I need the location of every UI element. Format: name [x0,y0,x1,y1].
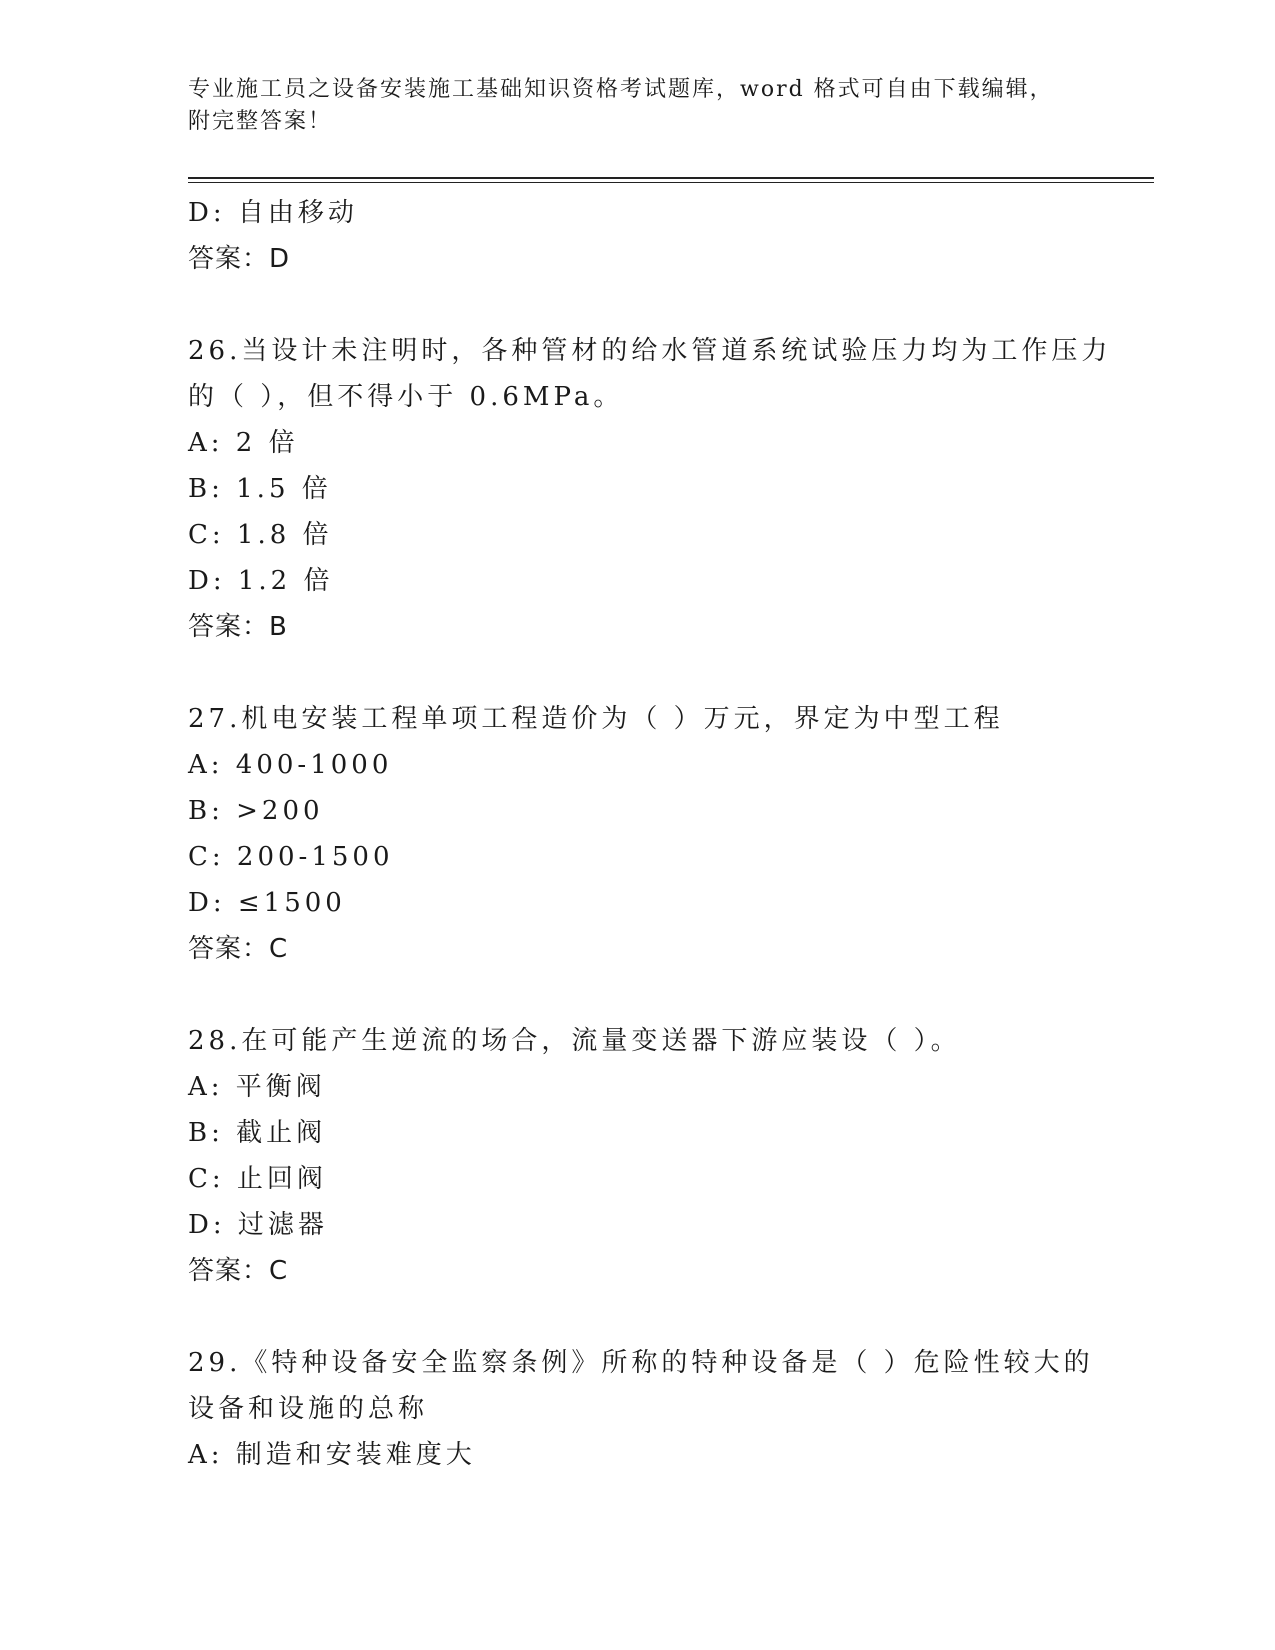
header-rule-thin [188,182,1154,183]
option-b: B: >200 [188,796,324,826]
question-text: 26.当设计未注明时，各种管材的给水管道系统试验压力均为工作压力 [188,336,1112,366]
option-c: C: 200-1500 [188,842,394,872]
question-28 [188,1018,1128,1294]
option-d: D: 过滤器 [188,1210,328,1240]
header-line-1: 专业施工员之设备安装施工基础知识资格考试题库，word 格式可自由下载编辑， [188,77,1054,102]
question-text: 29.《特种设备安全监察条例》所称的特种设备是（ ）危险性较大的 [188,1348,1094,1378]
spacer [188,282,1128,328]
question-text-continued: 设备和设施的总称 [188,1394,429,1424]
header-rule-thick [188,177,1154,179]
question-text: 27.机电安装工程单项工程造价为（ ）万元，界定为中型工程 [188,704,1004,734]
answer-line: 答案：D [188,244,291,274]
spacer [188,650,1128,696]
question-26 [188,328,1128,650]
option-a: A: 平衡阀 [188,1072,326,1102]
document-header [188,74,1088,138]
option-a: A: 400-1000 [188,750,393,780]
option-b: B: 截止阀 [188,1118,327,1148]
option-b: B: 1.5 倍 [188,474,332,504]
option-d: D: 自由移动 [188,198,358,228]
question-27 [188,696,1128,972]
question-29 [188,1340,1128,1478]
option-a: A: 2 倍 [188,428,299,458]
option-a: A: 制造和安装难度大 [188,1440,476,1470]
header-line-2: 附完整答案！ [188,109,333,134]
option-d: D: 1.2 倍 [188,566,334,596]
answer-line: 答案：C [188,1256,289,1286]
option-d: D: ≤1500 [188,888,346,918]
option-c: C: 1.8 倍 [188,520,333,550]
spacer [188,972,1128,1018]
spacer [188,1294,1128,1340]
question-content [188,190,1128,1478]
option-c: C: 止回阀 [188,1164,327,1194]
question-text-continued: 的（ ），但不得小于 0.6MPa。 [188,382,624,412]
question-text: 28.在可能产生逆流的场合，流量变送器下游应装设（ ）。 [188,1026,961,1056]
answer-line: 答案：C [188,934,289,964]
answer-line: 答案：B [188,612,288,642]
